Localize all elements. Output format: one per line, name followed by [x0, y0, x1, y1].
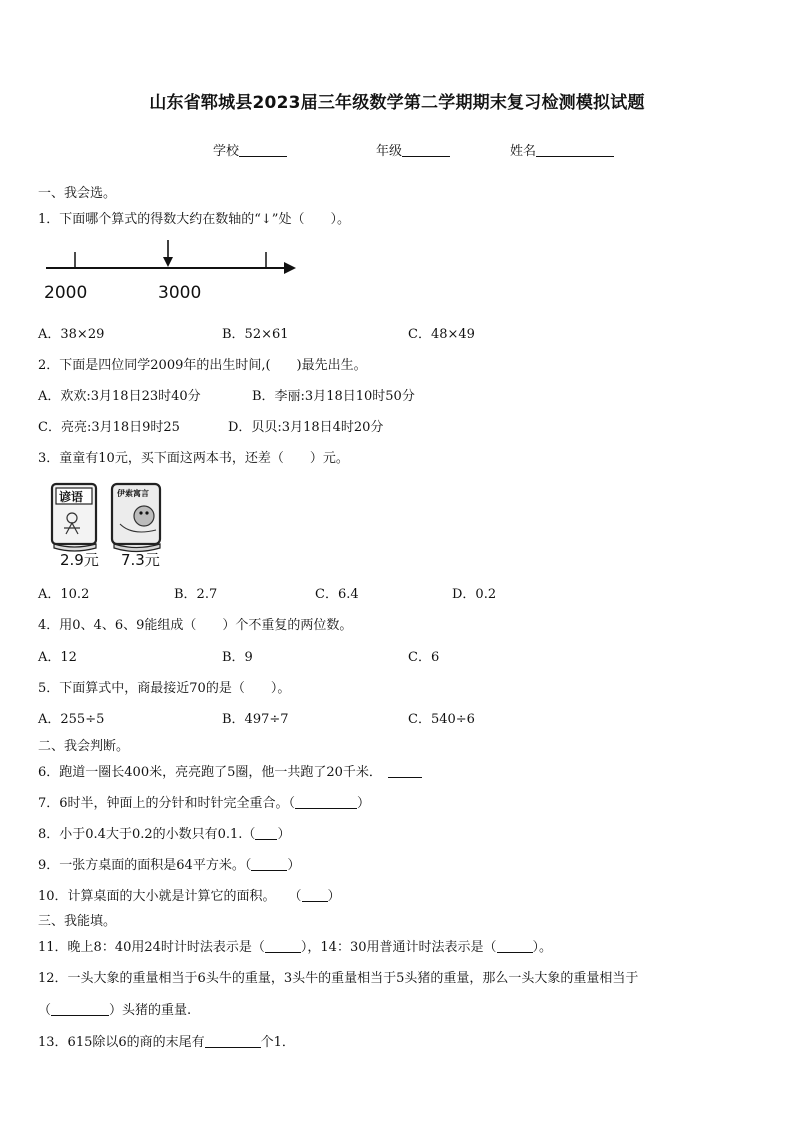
name-field: [510, 140, 614, 159]
q13-answer-blank[interactable]: [205, 1035, 261, 1048]
book-aesop-icon: [112, 484, 160, 552]
question-13: [38, 1031, 295, 1050]
question-2: 2．下面是四位同学2009年的出生时间,( )最先出生。: [38, 358, 367, 373]
question-12-open: （: [38, 1003, 52, 1018]
number-line-figure: [38, 236, 308, 306]
grade-blank[interactable]: [402, 143, 450, 157]
q4-option-c[interactable]: C．6: [408, 650, 440, 665]
q5-option-a[interactable]: A．255÷5: [38, 712, 105, 727]
q2-option-c[interactable]: C．亮亮:3月18日9时25: [38, 420, 180, 435]
axis-label-3000: 3000: [158, 283, 202, 303]
q2-option-a[interactable]: A．欢欢:3月18日23时40分: [38, 389, 201, 404]
question-11-part-1: 11．晚上8：40用24时计时法表示是（: [38, 940, 265, 955]
question-10: [38, 885, 341, 904]
grade-field: [376, 140, 450, 159]
question-13-text: 13．615除以6的商的末尾有: [38, 1035, 205, 1050]
name-label: 姓名: [510, 144, 537, 159]
q8-answer-blank[interactable]: [255, 827, 277, 840]
q3-option-b[interactable]: B．2.7: [174, 587, 218, 602]
question-8-text: 8．小于0.4大于0.2的小数只有0.1.（: [38, 827, 256, 842]
question-6-text: 6．跑道一圈长400米，亮亮跑了5圈，他一共跑了20千米．: [38, 765, 382, 780]
q3-option-a[interactable]: A．10.2: [38, 587, 90, 602]
question-11: [38, 936, 552, 955]
q5-option-b[interactable]: B．497÷7: [222, 712, 289, 727]
question-9-text: 9．一张方桌面的面积是64平方米。（: [38, 858, 252, 873]
book-proverbs-icon: [52, 484, 96, 551]
section-1-heading: 一、我会选。: [38, 186, 117, 201]
question-7-text: 7．6时半，钟面上的分针和时针完全重合。（: [38, 796, 296, 811]
question-3: 3．童童有10元，买下面这两本书，还差（ ）元。: [38, 451, 349, 466]
question-8-close: ）: [277, 827, 291, 842]
q12-answer-blank[interactable]: [51, 1003, 109, 1016]
q1-option-a[interactable]: A．38×29: [38, 327, 105, 342]
q11-answer-blank-2[interactable]: [497, 940, 533, 953]
q6-answer-blank[interactable]: [388, 765, 422, 778]
question-11-part-3: ）。: [532, 940, 553, 955]
q1-option-b[interactable]: B．52×61: [222, 327, 289, 342]
question-12-close: ）头猪的重量.: [109, 1003, 192, 1018]
question-7-close: ）: [357, 796, 371, 811]
question-10-close: ）: [327, 889, 341, 904]
book-proverbs-title: 谚语: [59, 490, 84, 504]
books-figure: [46, 478, 176, 570]
q3-option-d[interactable]: D．0.2: [452, 587, 497, 602]
q3-option-c[interactable]: C．6.4: [315, 587, 359, 602]
axis-label-2000: 2000: [44, 283, 88, 303]
q5-option-c[interactable]: C．540÷6: [408, 712, 475, 727]
axis-arrowhead: [284, 262, 296, 274]
question-9-close: ）: [287, 858, 301, 873]
book-aesop-price: 7.3元: [121, 551, 160, 569]
q2-option-b[interactable]: B．李丽:3月18日10时50分: [252, 389, 415, 404]
q4-option-a[interactable]: A．12: [38, 650, 77, 665]
book-proverbs-price: 2.9元: [60, 551, 99, 569]
question-7: [38, 792, 370, 811]
question-12-line-2: [38, 999, 191, 1018]
question-13-close: 个1．: [260, 1035, 295, 1050]
q7-answer-blank[interactable]: [295, 796, 357, 809]
school-blank[interactable]: [239, 143, 287, 157]
school-field: [213, 140, 287, 159]
q2-option-d[interactable]: D．贝贝:3月18日4时20分: [228, 420, 384, 435]
grade-label: 年级: [376, 144, 403, 159]
question-12: 12．一头大象的重量相当于6头牛的重量，3头牛的重量相当于5头猪的重量，那么一头大象的重量相当于: [38, 971, 639, 986]
q11-answer-blank-1[interactable]: [265, 940, 301, 953]
q10-answer-blank[interactable]: [302, 889, 328, 902]
section-3-heading: 三、我能填。: [38, 914, 117, 929]
question-10-text: 10．计算桌面的大小就是计算它的面积。 （: [38, 889, 302, 904]
book-aesop-title: 伊索寓言: [117, 489, 149, 498]
q4-option-b[interactable]: B．9: [222, 650, 253, 665]
question-6: [38, 761, 422, 780]
name-blank[interactable]: [536, 143, 614, 157]
q9-answer-blank[interactable]: [251, 858, 287, 871]
section-2-heading: 二、我会判断。: [38, 739, 130, 754]
school-label: 学校: [213, 144, 240, 159]
question-9: [38, 854, 300, 873]
question-1: 1．下面哪个算式的得数大约在数轴的“↓”处（ ）。: [38, 212, 350, 227]
question-4: 4．用0、4、6、9能组成（ ）个不重复的两位数。: [38, 618, 353, 633]
question-11-part-2: ），14：30用普通计时法表示是（: [300, 940, 497, 955]
q1-option-c[interactable]: C．48×49: [408, 327, 475, 342]
question-8: [38, 823, 290, 842]
down-arrow-icon: [163, 257, 173, 267]
question-5: 5．下面算式中，商最接近70的是（ ）。: [38, 681, 291, 696]
page-title: 山东省郓城县2023届三年级数学第二学期期末复习检测模拟试题: [149, 93, 645, 113]
